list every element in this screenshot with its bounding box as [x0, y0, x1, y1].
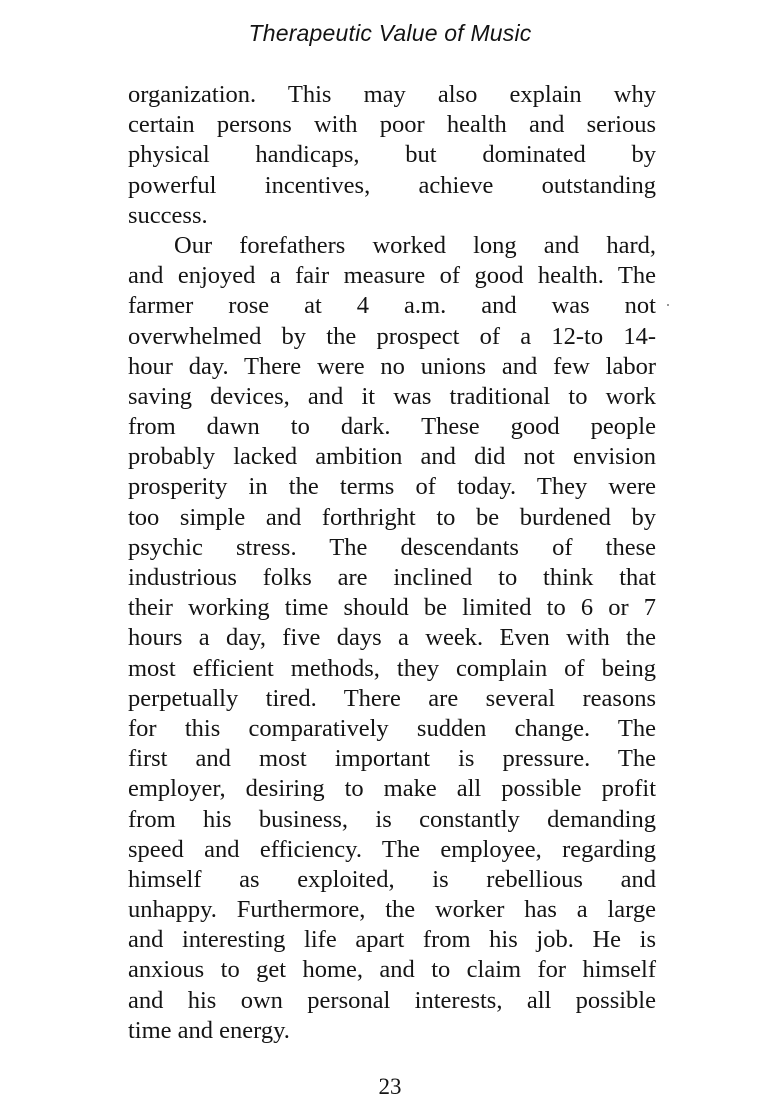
text-line: probably lacked ambition and did not envision [128, 443, 656, 471]
text-line: unhappy. Furthermore, the worker has a large [128, 896, 656, 924]
text-line: himself as exploited, is rebellious and [128, 865, 656, 893]
text-line: from his business, is constantly demanding [128, 805, 656, 833]
text-line: psychic stress. The descendants of these [128, 533, 656, 561]
text-line: hour day. There were no unions and few labor [128, 352, 656, 380]
text-line: and interesting life apart from his job. He is [128, 926, 656, 954]
text-line: anxious to get home, and to claim for himself [128, 956, 656, 984]
text-line: overwhelmed by the prospect of a 12-to 14- [128, 322, 656, 350]
text-line: organization. This may also explain why [128, 81, 656, 108]
text-line: and enjoyed a fair measure of good health. The [128, 262, 656, 290]
text-line: and his own personal interests, all possible [128, 986, 656, 1014]
text-line: farmer rose at 4 a.m. and was not [128, 292, 656, 320]
text-line: industrious folks are inclined to think that [128, 564, 656, 591]
running-head-title: Therapeutic Value of Music [248, 20, 532, 46]
text-line: their working time should be limited to 6 or 7 [128, 594, 656, 622]
text-line: from dawn to dark. These good people [128, 413, 656, 441]
text-line: employer, desiring to make all possible profit [128, 775, 656, 803]
text-line: physical handicaps, but dominated by [128, 141, 656, 169]
text-line: success. [128, 201, 208, 229]
body-text [128, 80, 656, 1046]
text-line: too simple and forthright to be burdened by [128, 503, 656, 531]
text-line: most efficient methods, they complain of being [128, 654, 656, 682]
text-line: powerful incentives, achieve outstanding [128, 171, 656, 199]
text-line: saving devices, and it was traditional to work [128, 382, 656, 410]
text-line: Our forefathers worked long and hard, [174, 231, 656, 259]
page-number: 23 [378, 1074, 402, 1099]
text-line: perpetually tired. There are several reasons [128, 684, 656, 712]
text-line: for this comparatively sudden change. The [128, 714, 656, 742]
scan-speck [667, 304, 669, 306]
text-line: prosperity in the terms of today. They were [128, 473, 656, 501]
text-line: hours a day, five days a week. Even with the [128, 624, 656, 652]
text-line: time and energy. [128, 1016, 290, 1044]
text-line: certain persons with poor health and serious [128, 111, 656, 139]
text-line: speed and efficiency. The employee, regarding [128, 835, 656, 863]
text-line: first and most important is pressure. The [128, 745, 656, 773]
